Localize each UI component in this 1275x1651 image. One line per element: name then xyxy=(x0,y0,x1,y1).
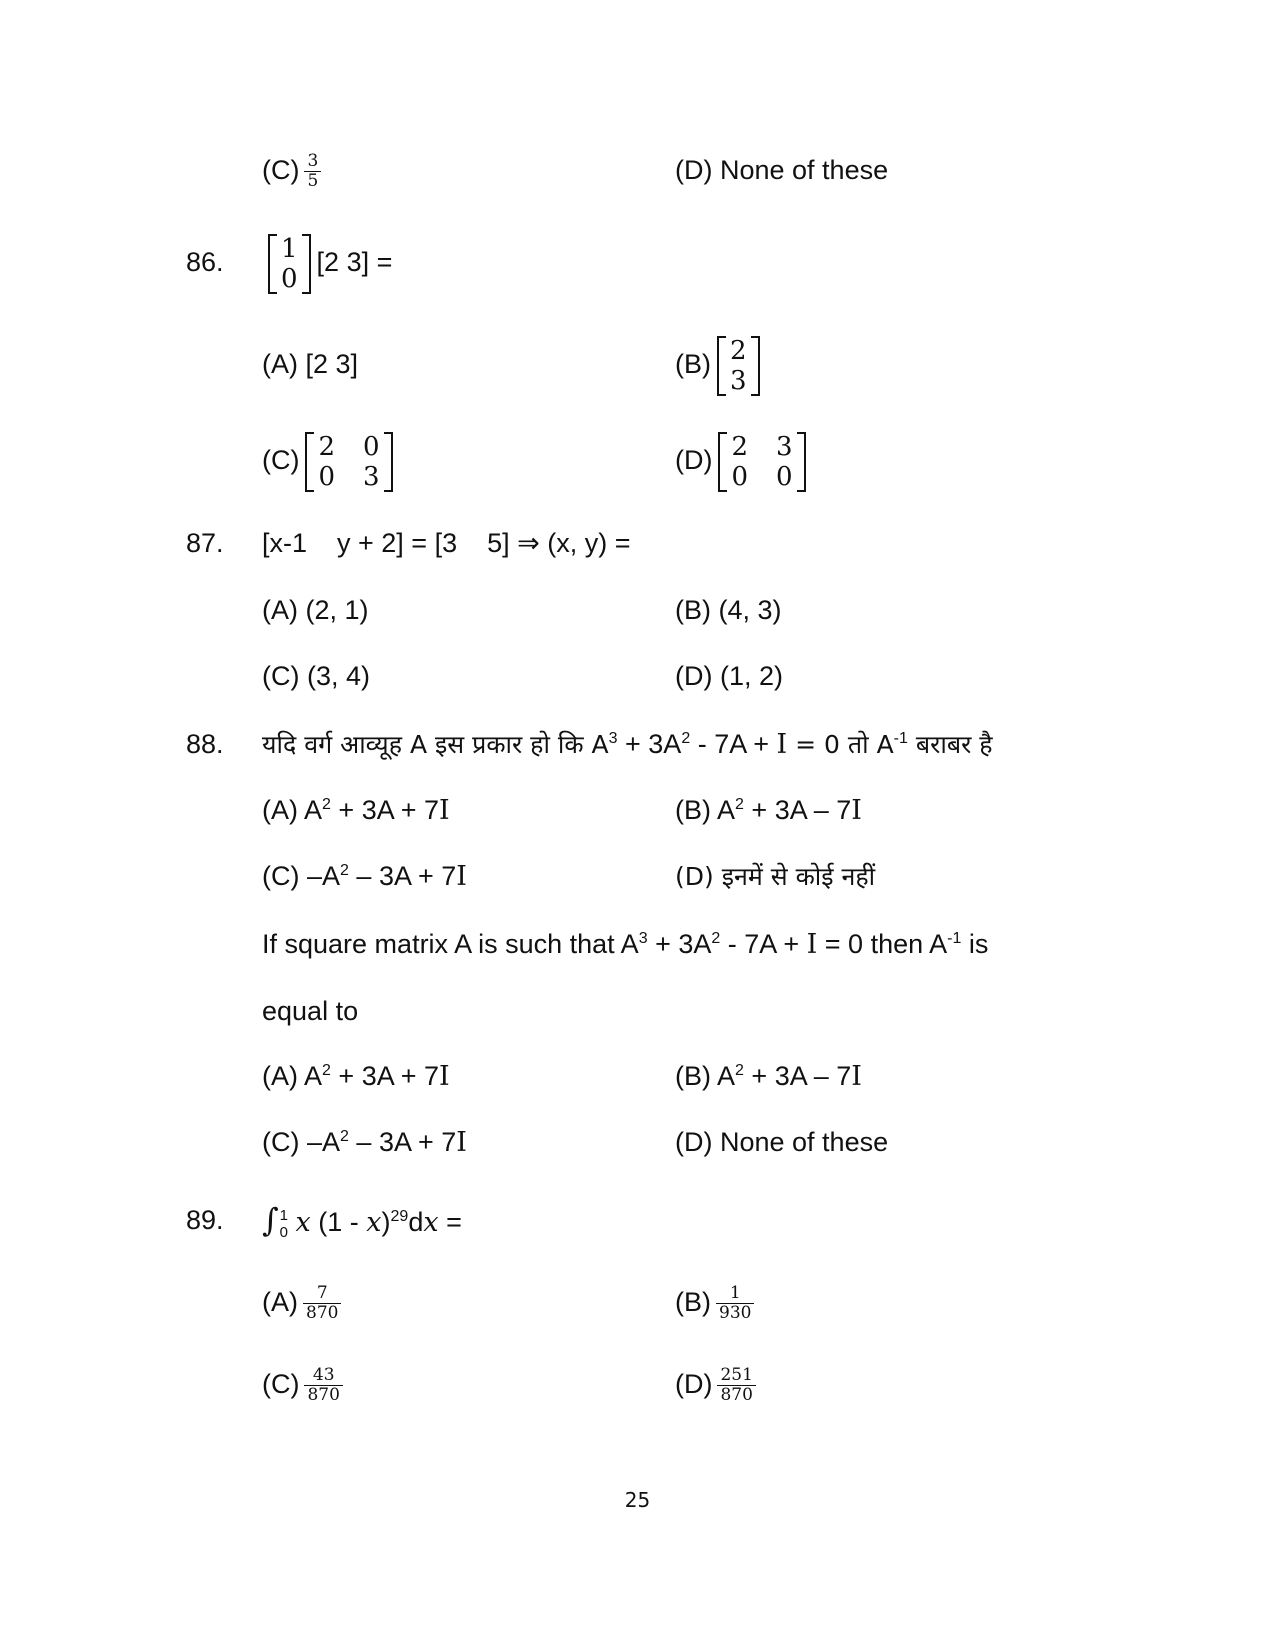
q88-stem-english xyxy=(262,914,1128,1041)
q89-option-d: (D) $\frac{251}{870}$ xyxy=(675,1354,756,1414)
q87-options-ab xyxy=(0,580,1275,640)
q89-option-a: (A) $\frac{7}{870}$ xyxy=(262,1272,341,1332)
q85-option-d: (D) None of these xyxy=(675,155,889,185)
question-number: 89. xyxy=(186,1205,224,1235)
q89-options-cd xyxy=(0,1354,1275,1414)
q89-options-ab xyxy=(0,1272,1275,1332)
fraction: $\frac{43}{870}$ xyxy=(304,1366,342,1405)
q88-en-option-c: (C) $-A^2 - 3A + 7I$ xyxy=(262,1127,467,1158)
q88-stem-hindi: यदि वर्ग आव्यूह A इस प्रकार हो कि $A^3 + 3A^2 - 7A + I = 0$ तो $A^{-1}$ बराबर है xyxy=(262,729,993,760)
q88-hi-options-cd xyxy=(0,846,1275,906)
q87-stem: [x-1 y + 2] = [3 5] ⇒ (x, y) = xyxy=(262,528,631,558)
q88-en-options-cd xyxy=(0,1112,1275,1172)
q86-options-cd xyxy=(0,430,1275,490)
q86-stem-row xyxy=(0,232,1275,292)
column-vector: 2 3 xyxy=(717,336,760,396)
q88-hi-option-c: (C) $-A^2 - 3A + 7I$ xyxy=(262,861,467,892)
question-number: 88. xyxy=(186,729,224,759)
fraction: $\frac{3}{5}$ xyxy=(304,152,321,191)
q88-stem-english-line1: If square matrix A is such that $A^3 + 3A^2 - 7A + I = 0$ then $A^{-1}$ is xyxy=(262,929,989,960)
q89-stem-row xyxy=(0,1190,1275,1250)
q89-option-c: (C) $\frac{43}{870}$ xyxy=(262,1354,343,1414)
q88-en-option-a: (A) $A^2 + 3A + 7I$ xyxy=(262,1061,450,1092)
q88-stem-english-line2: equal to xyxy=(262,996,359,1026)
q85-option-c: (C) $\frac{3}{5}$ xyxy=(262,140,321,200)
q89-option-b: (B) $\frac{1}{930}$ xyxy=(675,1272,754,1332)
matrix-2x2: 2 0 0 3 xyxy=(305,432,392,492)
q86-stem: 1 0 [2 3] = xyxy=(262,232,392,294)
q86-option-d: (D) 2 3 0 0 xyxy=(675,430,812,492)
q87-option-c: (C) (3, 4) xyxy=(262,661,370,691)
q86-options-ab xyxy=(0,334,1275,394)
matrix-2x2: 2 3 0 0 xyxy=(718,432,805,492)
q87-option-b: (B) (4, 3) xyxy=(675,595,782,625)
integral-sign: ∫ xyxy=(262,1201,279,1239)
q88-en-options-ab xyxy=(0,1046,1275,1106)
column-vector: 1 0 xyxy=(268,234,311,294)
q88-en-option-b: (B) $A^2 + 3A - 7I$ xyxy=(675,1061,862,1092)
q88-hi-options-ab xyxy=(0,780,1275,840)
q89-stem: ∫ 1 0 x (1 - x)$^{29}$dx = xyxy=(262,1201,462,1241)
question-number: 86. xyxy=(186,247,224,277)
q87-option-d: (D) (1, 2) xyxy=(675,661,783,691)
q88-hi-option-b: (B) $A^2 + 3A - 7I$ xyxy=(675,795,862,826)
q87-stem-row xyxy=(0,513,1275,573)
q88-hi-option-a: (A) $A^2 + 3A + 7I$ xyxy=(262,795,450,826)
page-number: 25 xyxy=(624,1488,651,1512)
integral-limits: 1 0 xyxy=(279,1206,289,1241)
q87-options-cd xyxy=(0,646,1275,706)
question-number: 87. xyxy=(186,528,224,558)
q86-option-c: (C) 2 0 0 3 xyxy=(262,430,399,492)
q85-options-row xyxy=(0,140,1275,200)
fraction: $\frac{7}{870}$ xyxy=(303,1284,341,1323)
q88-hi-option-d: (D) इनमें से कोई नहीं xyxy=(675,862,876,891)
q86-option-b: (B) 2 3 xyxy=(675,334,766,396)
q88-stem-hindi-row xyxy=(0,714,1275,774)
fraction: $\frac{251}{870}$ xyxy=(717,1366,755,1405)
q88-en-option-d: (D) None of these xyxy=(675,1127,889,1157)
q87-option-a: (A) (2, 1) xyxy=(262,595,369,625)
fraction: $\frac{1}{930}$ xyxy=(716,1284,754,1323)
q86-option-a: (A) [2 3] xyxy=(262,349,359,379)
